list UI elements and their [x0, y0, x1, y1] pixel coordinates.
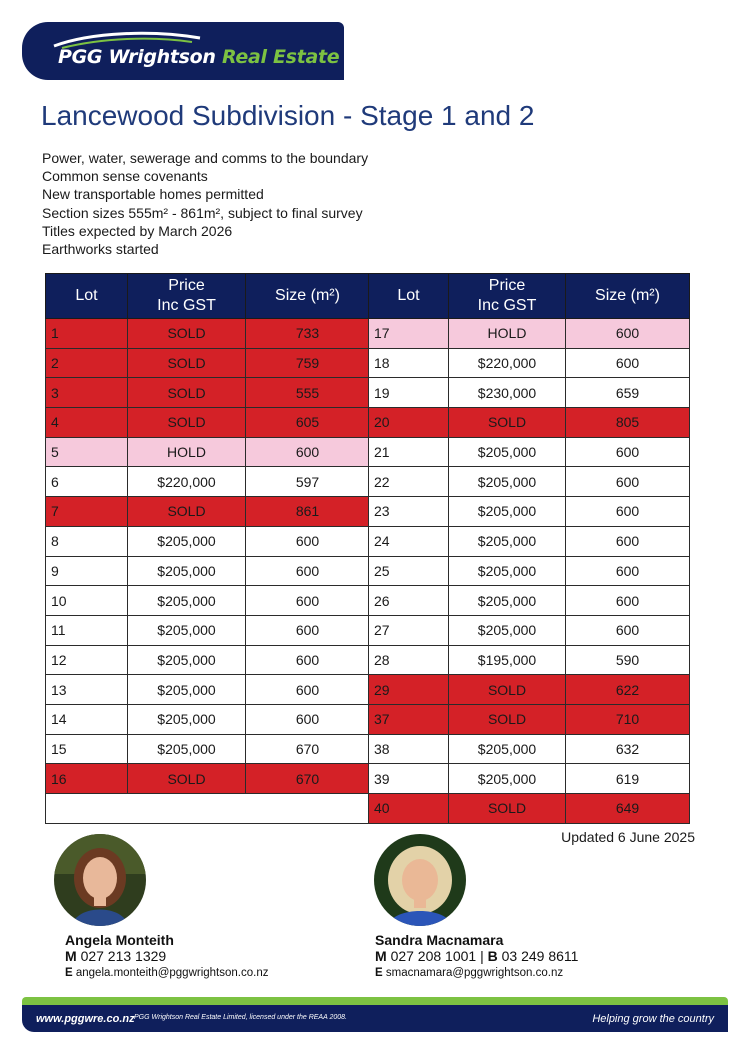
price-cell: SOLD — [128, 408, 246, 438]
size-cell: 733 — [246, 319, 370, 349]
company-logo — [22, 22, 344, 80]
table-row — [369, 437, 690, 467]
email-label: E — [375, 967, 383, 979]
table-row — [46, 526, 370, 556]
table-row — [46, 764, 370, 794]
lot-cell: 27 — [369, 615, 449, 645]
page-title: Lancewood Subdivision - Stage 1 and 2 — [41, 100, 535, 131]
empty-cell — [46, 794, 370, 824]
lot-cell: 37 — [369, 704, 449, 734]
lot-cell: 22 — [369, 467, 449, 497]
size-cell: 619 — [566, 764, 690, 794]
size-cell: 600 — [566, 348, 690, 378]
size-cell: 600 — [246, 645, 370, 675]
size-cell: 555 — [246, 378, 370, 408]
agent-email — [54, 965, 334, 982]
lot-cell: 21 — [369, 437, 449, 467]
table-row — [369, 408, 690, 438]
email-address[interactable]: angela.monteith@pggwrightson.co.nz — [75, 967, 269, 979]
price-cell: $195,000 — [449, 645, 566, 675]
size-cell: 600 — [566, 319, 690, 349]
updated-date: Updated 6 June 2025 — [561, 829, 695, 845]
table-row — [369, 586, 690, 616]
table-row — [46, 437, 370, 467]
lot-cell: 18 — [369, 348, 449, 378]
lot-cell: 9 — [46, 556, 128, 586]
price-cell: $220,000 — [449, 348, 566, 378]
size-cell: 600 — [246, 675, 370, 705]
agent-card — [374, 834, 654, 982]
logo-wordmark — [58, 46, 339, 68]
price-cell: $205,000 — [128, 734, 246, 764]
agent-phone — [54, 948, 334, 965]
table-row — [46, 615, 370, 645]
table-row — [369, 319, 690, 349]
price-cell: $205,000 — [449, 526, 566, 556]
agent-email — [374, 965, 654, 982]
footer-website-link[interactable]: www.pggwre.co.nz — [36, 1013, 135, 1025]
lot-cell: 4 — [46, 408, 128, 438]
empty-row — [46, 794, 370, 824]
lot-cell: 38 — [369, 734, 449, 764]
price-cell: SOLD — [128, 497, 246, 527]
header-price-line2: Inc GST — [477, 297, 537, 314]
price-cell: HOLD — [128, 437, 246, 467]
feature-item: Section sizes 555m² - 861m², subject to final survey — [42, 204, 363, 221]
size-cell: 632 — [566, 734, 690, 764]
price-cell: $205,000 — [449, 437, 566, 467]
price-cell: SOLD — [128, 348, 246, 378]
lot-cell: 28 — [369, 645, 449, 675]
lot-cell: 12 — [46, 645, 128, 675]
price-cell: $205,000 — [128, 556, 246, 586]
agent-card — [54, 834, 334, 982]
size-cell: 600 — [566, 586, 690, 616]
price-cell: $205,000 — [449, 556, 566, 586]
logo-name-primary: PGG Wrightson — [58, 46, 216, 68]
feature-item: Earthworks started — [42, 241, 159, 258]
lot-cell: 8 — [46, 526, 128, 556]
size-cell: 659 — [566, 378, 690, 408]
mobile-number[interactable]: 027 208 1001 — [390, 948, 477, 964]
size-cell: 600 — [246, 556, 370, 586]
lot-cell: 7 — [46, 497, 128, 527]
business-label: B — [487, 948, 498, 964]
agent-photo-icon — [54, 834, 146, 926]
lot-cell: 24 — [369, 526, 449, 556]
size-cell: 600 — [246, 526, 370, 556]
price-cell: HOLD — [449, 319, 566, 349]
lot-cell: 6 — [46, 467, 128, 497]
table-header-row — [369, 274, 690, 319]
size-cell: 600 — [566, 437, 690, 467]
header-size: Size (m²) — [246, 274, 370, 319]
header-price-line1: Price — [168, 277, 205, 294]
avatar — [374, 834, 466, 926]
lot-table-left — [45, 273, 370, 824]
price-cell: $205,000 — [449, 615, 566, 645]
size-cell: 670 — [246, 764, 370, 794]
size-cell: 600 — [246, 704, 370, 734]
header-price — [128, 274, 246, 319]
price-cell: SOLD — [128, 319, 246, 349]
table-row — [369, 497, 690, 527]
table-row — [46, 645, 370, 675]
avatar — [54, 834, 146, 926]
price-cell: $205,000 — [128, 586, 246, 616]
header-price-line2: Inc GST — [157, 297, 216, 314]
feature-list — [42, 149, 368, 258]
table-row — [46, 467, 370, 497]
table-row — [369, 348, 690, 378]
price-cell: SOLD — [449, 794, 566, 824]
mobile-number[interactable]: 027 213 1329 — [80, 948, 167, 964]
lot-cell: 1 — [46, 319, 128, 349]
price-cell: $205,000 — [128, 704, 246, 734]
agent-phone — [374, 948, 654, 965]
lot-cell: 10 — [46, 586, 128, 616]
size-cell: 600 — [566, 497, 690, 527]
table-row — [369, 615, 690, 645]
table-row — [369, 378, 690, 408]
price-cell: $205,000 — [449, 734, 566, 764]
table-row — [369, 764, 690, 794]
table-row — [369, 556, 690, 586]
lot-cell: 19 — [369, 378, 449, 408]
size-cell: 805 — [566, 408, 690, 438]
size-cell: 600 — [566, 615, 690, 645]
table-row — [46, 348, 370, 378]
table-row — [369, 704, 690, 734]
table-row — [46, 319, 370, 349]
price-cell: $205,000 — [128, 675, 246, 705]
lot-cell: 11 — [46, 615, 128, 645]
size-cell: 600 — [246, 437, 370, 467]
price-cell: $230,000 — [449, 378, 566, 408]
feature-item: Power, water, sewerage and comms to the boundary — [42, 150, 369, 166]
agent-photo-icon — [374, 834, 466, 926]
table-row — [369, 734, 690, 764]
price-cell: SOLD — [128, 378, 246, 408]
mobile-label: M — [375, 948, 387, 964]
lot-cell: 17 — [369, 319, 449, 349]
lot-table-right — [368, 273, 690, 824]
header-lot: Lot — [46, 274, 128, 319]
logo-name-secondary: Real Estate — [221, 46, 340, 68]
price-cell: $205,000 — [128, 645, 246, 675]
header-price-line1: Price — [488, 277, 526, 294]
table-row — [46, 378, 370, 408]
price-cell: $205,000 — [449, 497, 566, 527]
lot-cell: 40 — [369, 794, 449, 824]
table-row — [369, 794, 690, 824]
size-cell: 649 — [566, 794, 690, 824]
table-row — [369, 675, 690, 705]
email-label: E — [65, 967, 73, 979]
footer-accent-bar — [22, 997, 728, 1005]
price-cell: SOLD — [449, 704, 566, 734]
table-row — [46, 556, 370, 586]
mobile-label: M — [65, 948, 77, 964]
lot-cell: 20 — [369, 408, 449, 438]
email-address[interactable]: smacnamara@pggwrightson.co.nz — [385, 967, 564, 979]
size-cell: 597 — [246, 467, 370, 497]
header-lot: Lot — [369, 274, 449, 319]
size-cell: 590 — [566, 645, 690, 675]
size-cell: 670 — [246, 734, 370, 764]
separator: | — [480, 948, 484, 964]
price-cell: $205,000 — [128, 615, 246, 645]
lot-cell: 29 — [369, 675, 449, 705]
size-cell: 861 — [246, 497, 370, 527]
price-cell: SOLD — [449, 675, 566, 705]
agent-name: Sandra Macnamara — [375, 932, 504, 948]
table-row — [46, 734, 370, 764]
price-cell: $205,000 — [449, 586, 566, 616]
table-row — [46, 675, 370, 705]
table-row — [46, 497, 370, 527]
size-cell: 600 — [566, 526, 690, 556]
table-row — [46, 704, 370, 734]
business-number[interactable]: 03 249 8611 — [501, 948, 579, 964]
size-cell: 600 — [566, 467, 690, 497]
price-cell: $205,000 — [449, 764, 566, 794]
header-price — [449, 274, 566, 319]
size-cell: 710 — [566, 704, 690, 734]
lot-cell: 15 — [46, 734, 128, 764]
footer-tagline: Helping grow the country — [592, 1013, 714, 1025]
header-size: Size (m²) — [566, 274, 690, 319]
table-row — [46, 586, 370, 616]
size-cell: 600 — [246, 586, 370, 616]
lot-cell: 25 — [369, 556, 449, 586]
lot-cell: 26 — [369, 586, 449, 616]
price-cell: $205,000 — [449, 467, 566, 497]
lot-cell: 14 — [46, 704, 128, 734]
lot-cell: 39 — [369, 764, 449, 794]
footer-licence: PGG Wrightson Real Estate Limited, licensed under the REAA 2008. — [134, 1014, 347, 1021]
table-row — [369, 526, 690, 556]
price-cell: $205,000 — [128, 526, 246, 556]
table-row — [46, 408, 370, 438]
table-row — [369, 467, 690, 497]
size-cell: 759 — [246, 348, 370, 378]
table-header-row — [46, 274, 370, 319]
price-cell: $220,000 — [128, 467, 246, 497]
size-cell: 600 — [246, 615, 370, 645]
agent-name: Angela Monteith — [65, 932, 174, 948]
lot-cell: 2 — [46, 348, 128, 378]
lot-cell: 5 — [46, 437, 128, 467]
footer — [22, 1005, 728, 1032]
lot-cell: 3 — [46, 378, 128, 408]
size-cell: 600 — [566, 556, 690, 586]
lot-cell: 23 — [369, 497, 449, 527]
price-cell: SOLD — [128, 764, 246, 794]
feature-item: Titles expected by March 2026 — [42, 222, 233, 239]
size-cell: 605 — [246, 408, 370, 438]
feature-item: Common sense covenants — [42, 168, 208, 185]
table-row — [369, 645, 690, 675]
lot-cell: 13 — [46, 675, 128, 705]
feature-item: New transportable homes permitted — [42, 186, 264, 203]
lot-cell: 16 — [46, 764, 128, 794]
price-cell: SOLD — [449, 408, 566, 438]
size-cell: 622 — [566, 675, 690, 705]
